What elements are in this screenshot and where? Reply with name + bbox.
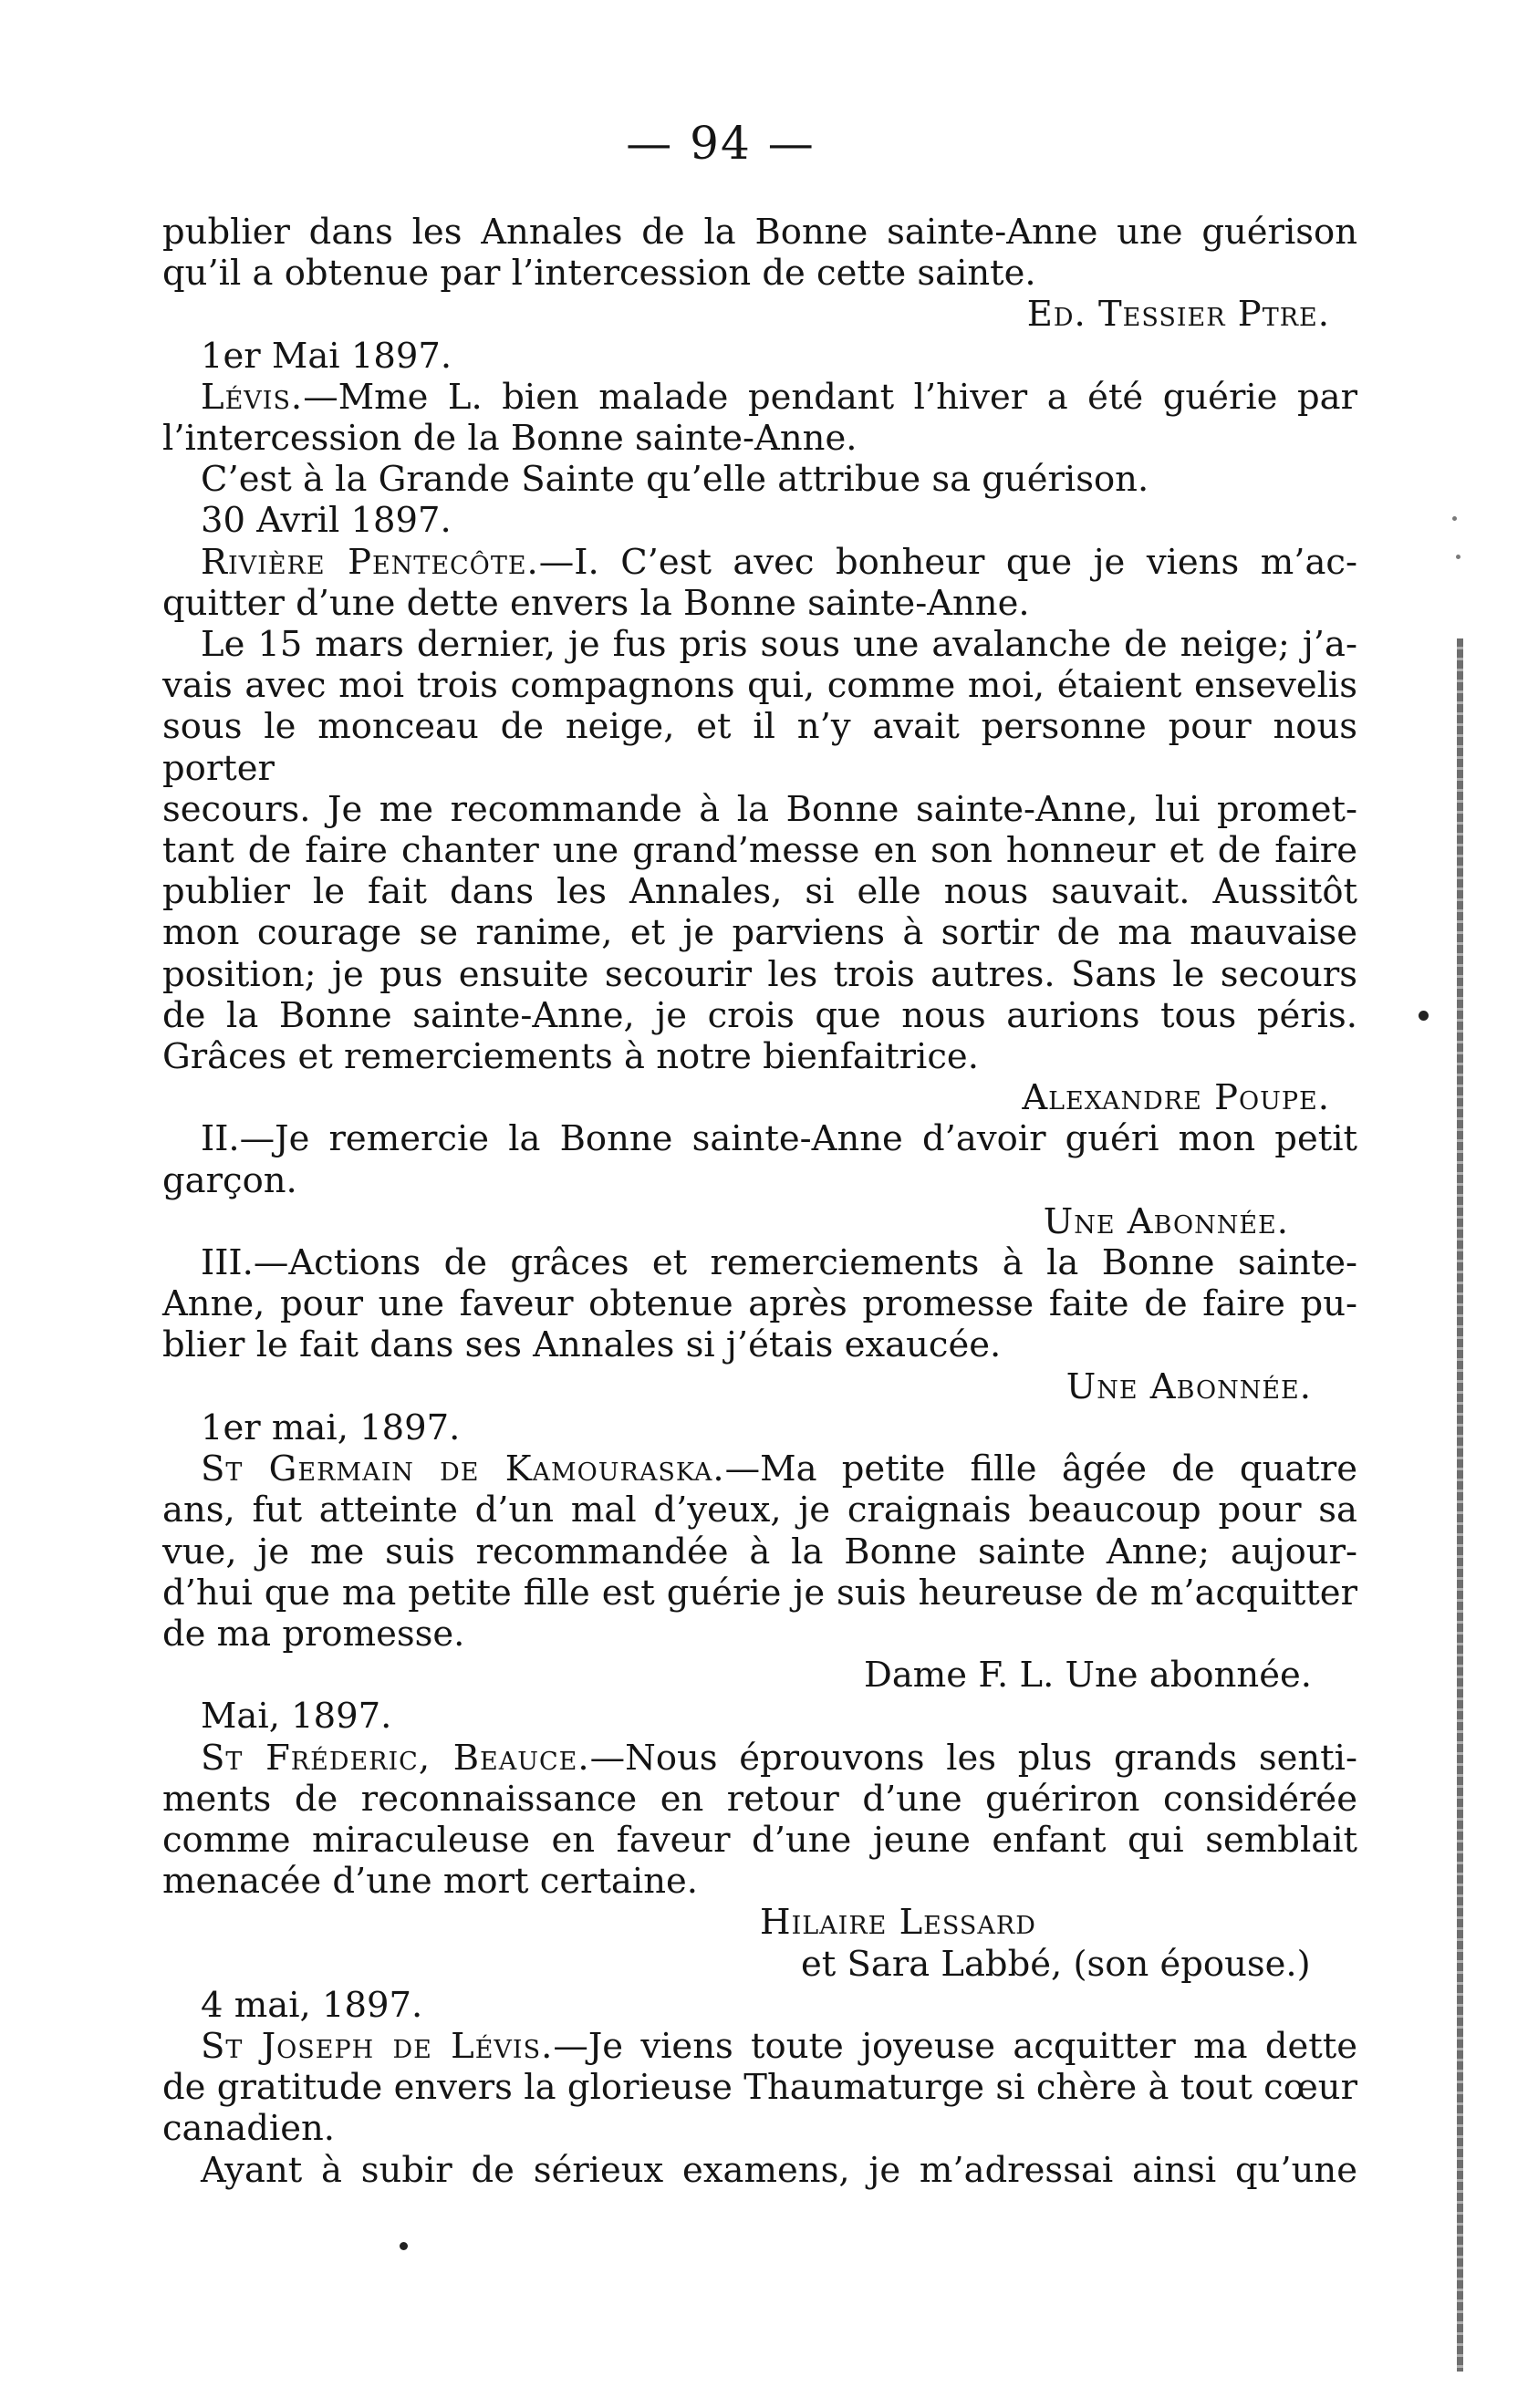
date-line: 30 Avril 1897. [201,500,452,542]
page-number: — 94 — [626,117,816,170]
text-line: sous le monceau de neige, et il n’y avait personne pour nous porter [162,706,1357,789]
text-line: quitter d’une dette envers la Bonne sainte-Anne. [162,582,1030,624]
text-line: blier le fait dans ses Annales si j’étais exaucée. [162,1324,1002,1366]
signature: Une Abonnée. [1065,1365,1312,1407]
text-line: l’intercession de la Bonne sainte-Anne. [162,418,858,460]
binding-edge [1457,638,1463,2372]
text-fragment: —I. C’est avec bonheur que je viens m’ac- [538,541,1358,583]
ink-speck [1419,1011,1429,1021]
text-fragment: —Mme L. bien malade pendant l’hiver a été guérie par [303,376,1357,418]
text-line: de la Bonne sainte-Anne, je crois que nous aurions tous péris. [162,994,1357,1036]
text-fragment: —Ma petite fille âgée de quatre [724,1448,1357,1490]
text-line: Grâces et remerciements à notre bienfaitrice. [162,1036,979,1078]
text-line: d’hui que ma petite fille est guérie je suis heureuse de m’acquitter [162,1572,1357,1614]
text-line [162,2026,1357,2067]
text-line: Ayant à subir de sérieux examens, je m’adressai ainsi qu’une [201,2149,1357,2191]
text-line: ments de reconnaissance en retour d’une guériron considérée [162,1778,1357,1820]
text-line: position; je pus ensuite secourir les trois autres. Sans le secours [162,953,1357,995]
text-line: comme miraculeuse en faveur d’une jeune enfant qui semblait [162,1819,1357,1861]
text-line: publier le fait dans les Annales, si elle nous sauvait. Aussitôt [162,871,1357,913]
ink-speck [400,2242,408,2250]
signature: Hilaire Lessard [760,1902,1036,1944]
date-line: 4 mai, 1897. [201,1984,423,2026]
place-name: St Germain de Kamouraska. [201,1448,725,1490]
text-line: de gratitude envers la glorieuse Thaumaturge si chère à tout cœur [162,2067,1357,2109]
date-line: 1er mai, 1897. [201,1406,461,1448]
ink-speck [1456,555,1460,559]
text-line: qu’il a obtenue par l’intercession de cette sainte. [162,253,1036,295]
text-line: vue, je me suis recommandée à la Bonne sainte Anne; aujour- [162,1531,1357,1572]
signature: et Sara Labbé, (son épouse.) [801,1943,1311,1985]
place-name: Rivière Pentecôte. [201,541,539,583]
text-line: secours. Je me recommande à la Bonne sainte-Anne, lui promet- [162,788,1357,830]
place-name: St Fréderic, Beauce. [201,1737,590,1779]
page-body [162,212,1357,2191]
text-line: mon courage se ranime, et je parviens à sortir de ma mauvaise [162,912,1357,954]
text-line: ans, fut atteinte d’un mal d’yeux, je craignais beaucoup pour sa [162,1489,1357,1531]
signature: Une Abonnée. [1043,1200,1289,1242]
text-line [162,542,1357,583]
text-line: Le 15 mars dernier, je fus pris sous une avalanche de neige; j’a- [201,624,1357,666]
text-line: menacée d’une mort certaine. [162,1861,699,1903]
text-line: garçon. [162,1159,297,1201]
text-line: III.—Actions de grâces et remerciements à la Bonne sainte- [201,1242,1357,1284]
signature: Dame F. L. Une abonnée. [863,1655,1312,1697]
text-fragment: —Je viens toute joyeuse acquitter ma dette [553,2025,1357,2067]
text-line: II.—Je remercie la Bonne sainte-Anne d’avoir guéri mon petit [201,1118,1357,1160]
text-line [162,1738,1357,1779]
text-line: de ma promesse. [162,1613,465,1655]
text-line: publier dans les Annales de la Bonne sainte-Anne une guérison [162,212,1357,253]
text-line: Anne, pour une faveur obtenue après promesse faite de faire pu- [162,1283,1357,1325]
signature: Ed. Tessier Ptre. [1026,294,1330,336]
text-line: vais avec moi trois compagnons qui, comme moi, étaient ensevelis [162,665,1357,707]
place-name: Lévis. [201,376,304,418]
text-fragment: —Nous éprouvons les plus grands senti- [589,1737,1357,1779]
date-line: 1er Mai 1897. [201,335,452,377]
place-name: St Joseph de Lévis. [201,2025,554,2067]
text-line: tant de faire chanter une grand’messe en son honneur et de faire [162,830,1357,872]
date-line: Mai, 1897. [201,1696,392,1738]
text-line [162,377,1357,418]
text-line [162,1448,1357,1489]
text-line: canadien. [162,2108,336,2150]
ink-speck [1452,516,1457,521]
text-line: C’est à la Grande Sainte qu’elle attribue sa guérison. [201,459,1149,501]
signature: Alexandre Poupe. [1022,1077,1330,1119]
